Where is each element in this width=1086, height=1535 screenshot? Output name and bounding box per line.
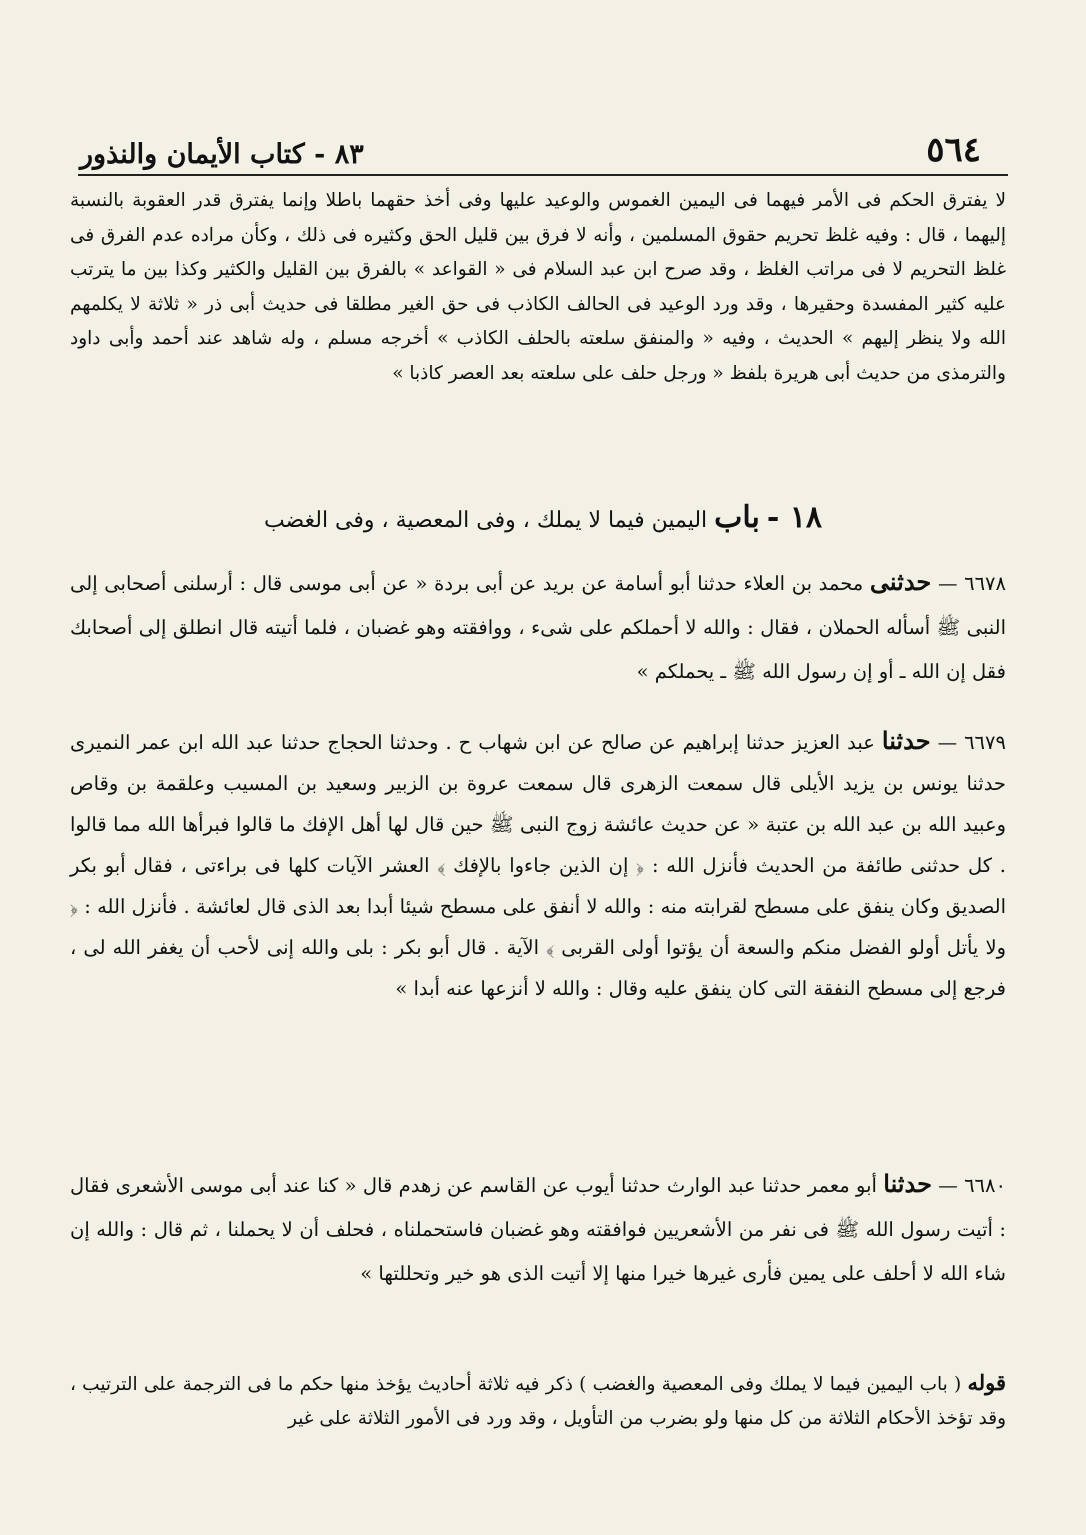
commentary-top-text: لا يفترق الحكم فى الأمر فيهما فى اليمين الغموس والوعيد عليها وفى أخذ حقهما باطلا وإنما يفترق قدر العقوبة بالنسبة إليهما ، قال : وفيه غلظ تحريم حقوق المسلمين ، وأنه لا فرق بين قليل الحق وكثيره فى ذلك ، وكأن مراده عدم الفرق فى غلظ التحريم لا فى مراتب الغلظ ، وقد صرح ابن عبد السلام فى « القواعد » بالفرق بين القليل والكثير وكذا بين ما يترتب عليه كثير المفسدة وحقيرها ، وقد ورد الوعيد فى الحالف الكاذب فى حق الغير مطلقا فى حديث أبى ذر « ثلاثة لا يكلمهم الله ولا ينظر إليهم » الحديث ، وفيه « والمنفق سلعته بالحلف الكاذب » أخرجه مسلم ، وله شاهد عند أحمد وأبى داود والترمذى من حديث أبى هريرة بلفظ « ورجل حلف على سلعته بعد العصر كاذبا »	[70, 190, 1006, 384]
running-head	[80, 128, 981, 170]
chapter-heading	[100, 500, 986, 535]
hadith-lead-word: حدثنى	[869, 567, 932, 596]
hadith-lead-word: حدثنا	[881, 726, 931, 755]
chapter-bab-word: باب	[714, 500, 760, 535]
commentary-bottom	[70, 1366, 1006, 1436]
chapter-number: ١٨ -	[766, 500, 823, 535]
hadith-6679	[70, 720, 1006, 1009]
hadith-6678	[70, 560, 1006, 694]
hadith-number: ٦٦٧٨ —	[937, 572, 1007, 595]
chapter-title: اليمين فيما لا يملك ، وفى المعصية ، وفى الغضب	[263, 508, 708, 533]
hadith-text: عبد العزيز حدثنا إبراهيم عن صالح عن ابن شهاب ح . وحدثنا الحجاج حدثنا عبد الله ابن عمر النميرى حدثنا يونس بن يزيد الأيلى قال سمعت الزهرى قال سمعت عروة بن الزبير وسعيد بن المسيب وعلقمة بن وقاص وعبيد الله بن عبد الله بن عتبة « عن حديث عائشة زوج النبى ﷺ حين قال لها أهل الإفك ما قالوا فبرأها الله مما قالوا . كل حدثنى طائفة من الحديث فأنزل الله : ﴿ إن الذين جاءوا بالإفك ﴾ العشر الآيات كلها فى براءتى ، فقال أبو بكر الصديق وكان ينفق على مسطح لقرابته منه : والله لا أنفق على مسطح شيئا أبدا بعد الذى قال لعائشة . فأنزل الله : ﴿ ولا يأتل أولو الفضل منكم والسعة أن يؤتوا أولى القربى ﴾ الآية . قال أبو بكر : بلى والله إنى لأحب أن يغفر الله لى ، فرجع إلى مسطح النفقة التى كان ينفق عليه وقال : والله لا أنزعها عنه أبدا »	[70, 731, 1006, 1000]
hadith-text: أبو معمر حدثنا عبد الوارث حدثنا أيوب عن القاسم عن زهدم قال « كنا عند أبى موسى الأشعرى فقال : أتيت رسول الله ﷺ فى نفر من الأشعريين فوافقته وهو غضبان فاستحملناه ، فحلف أن لا يحملنا ، ثم قال : والله إن شاء الله لا أحلف على يمين فأرى غيرها خيرا منها إلا أتيت الذى هو خير وتحللتها »	[70, 1174, 1006, 1285]
hadith-number: ٦٦٧٩ —	[937, 731, 1006, 754]
hadith-text: محمد بن العلاء حدثنا أبو أسامة عن بريد عن أبى بردة « عن أبى موسى قال : أرسلنى أصحابى إلى النبى ﷺ أسأله الحملان ، فقال : والله لا أحملكم على شىء ، ووافقته وهو غضبان ، فلما أتيته قال انطلق إلى أصحابك فقل إن الله ـ أو إن رسول الله ﷺ ـ يحملكم »	[70, 572, 1006, 683]
hadith-lead-word: حدثنا	[883, 1169, 932, 1198]
commentary-top	[70, 184, 1006, 391]
hadith-number: ٦٦٨٠ —	[938, 1174, 1006, 1197]
hadith-6680	[70, 1162, 1006, 1296]
header-rule	[78, 174, 1008, 176]
book-title: ٨٣ - كتاب الأيمان والنذور	[80, 139, 364, 170]
commentary-bottom-text: ( باب اليمين فيما لا يملك وفى المعصية والغضب ) ذكر فيه ثلاثة أحاديث يؤخذ منها حكم ما فى الترجمة على الترتيب ، وقد تؤخذ الأحكام الثلاثة من كل منها ولو بضرب من التأويل ، وقد ورد فى الأمور الثلاثة على غير	[70, 1374, 1006, 1429]
page-number: ٥٦٤	[926, 130, 981, 170]
commentary-lead-word: قوله	[967, 1370, 1006, 1395]
